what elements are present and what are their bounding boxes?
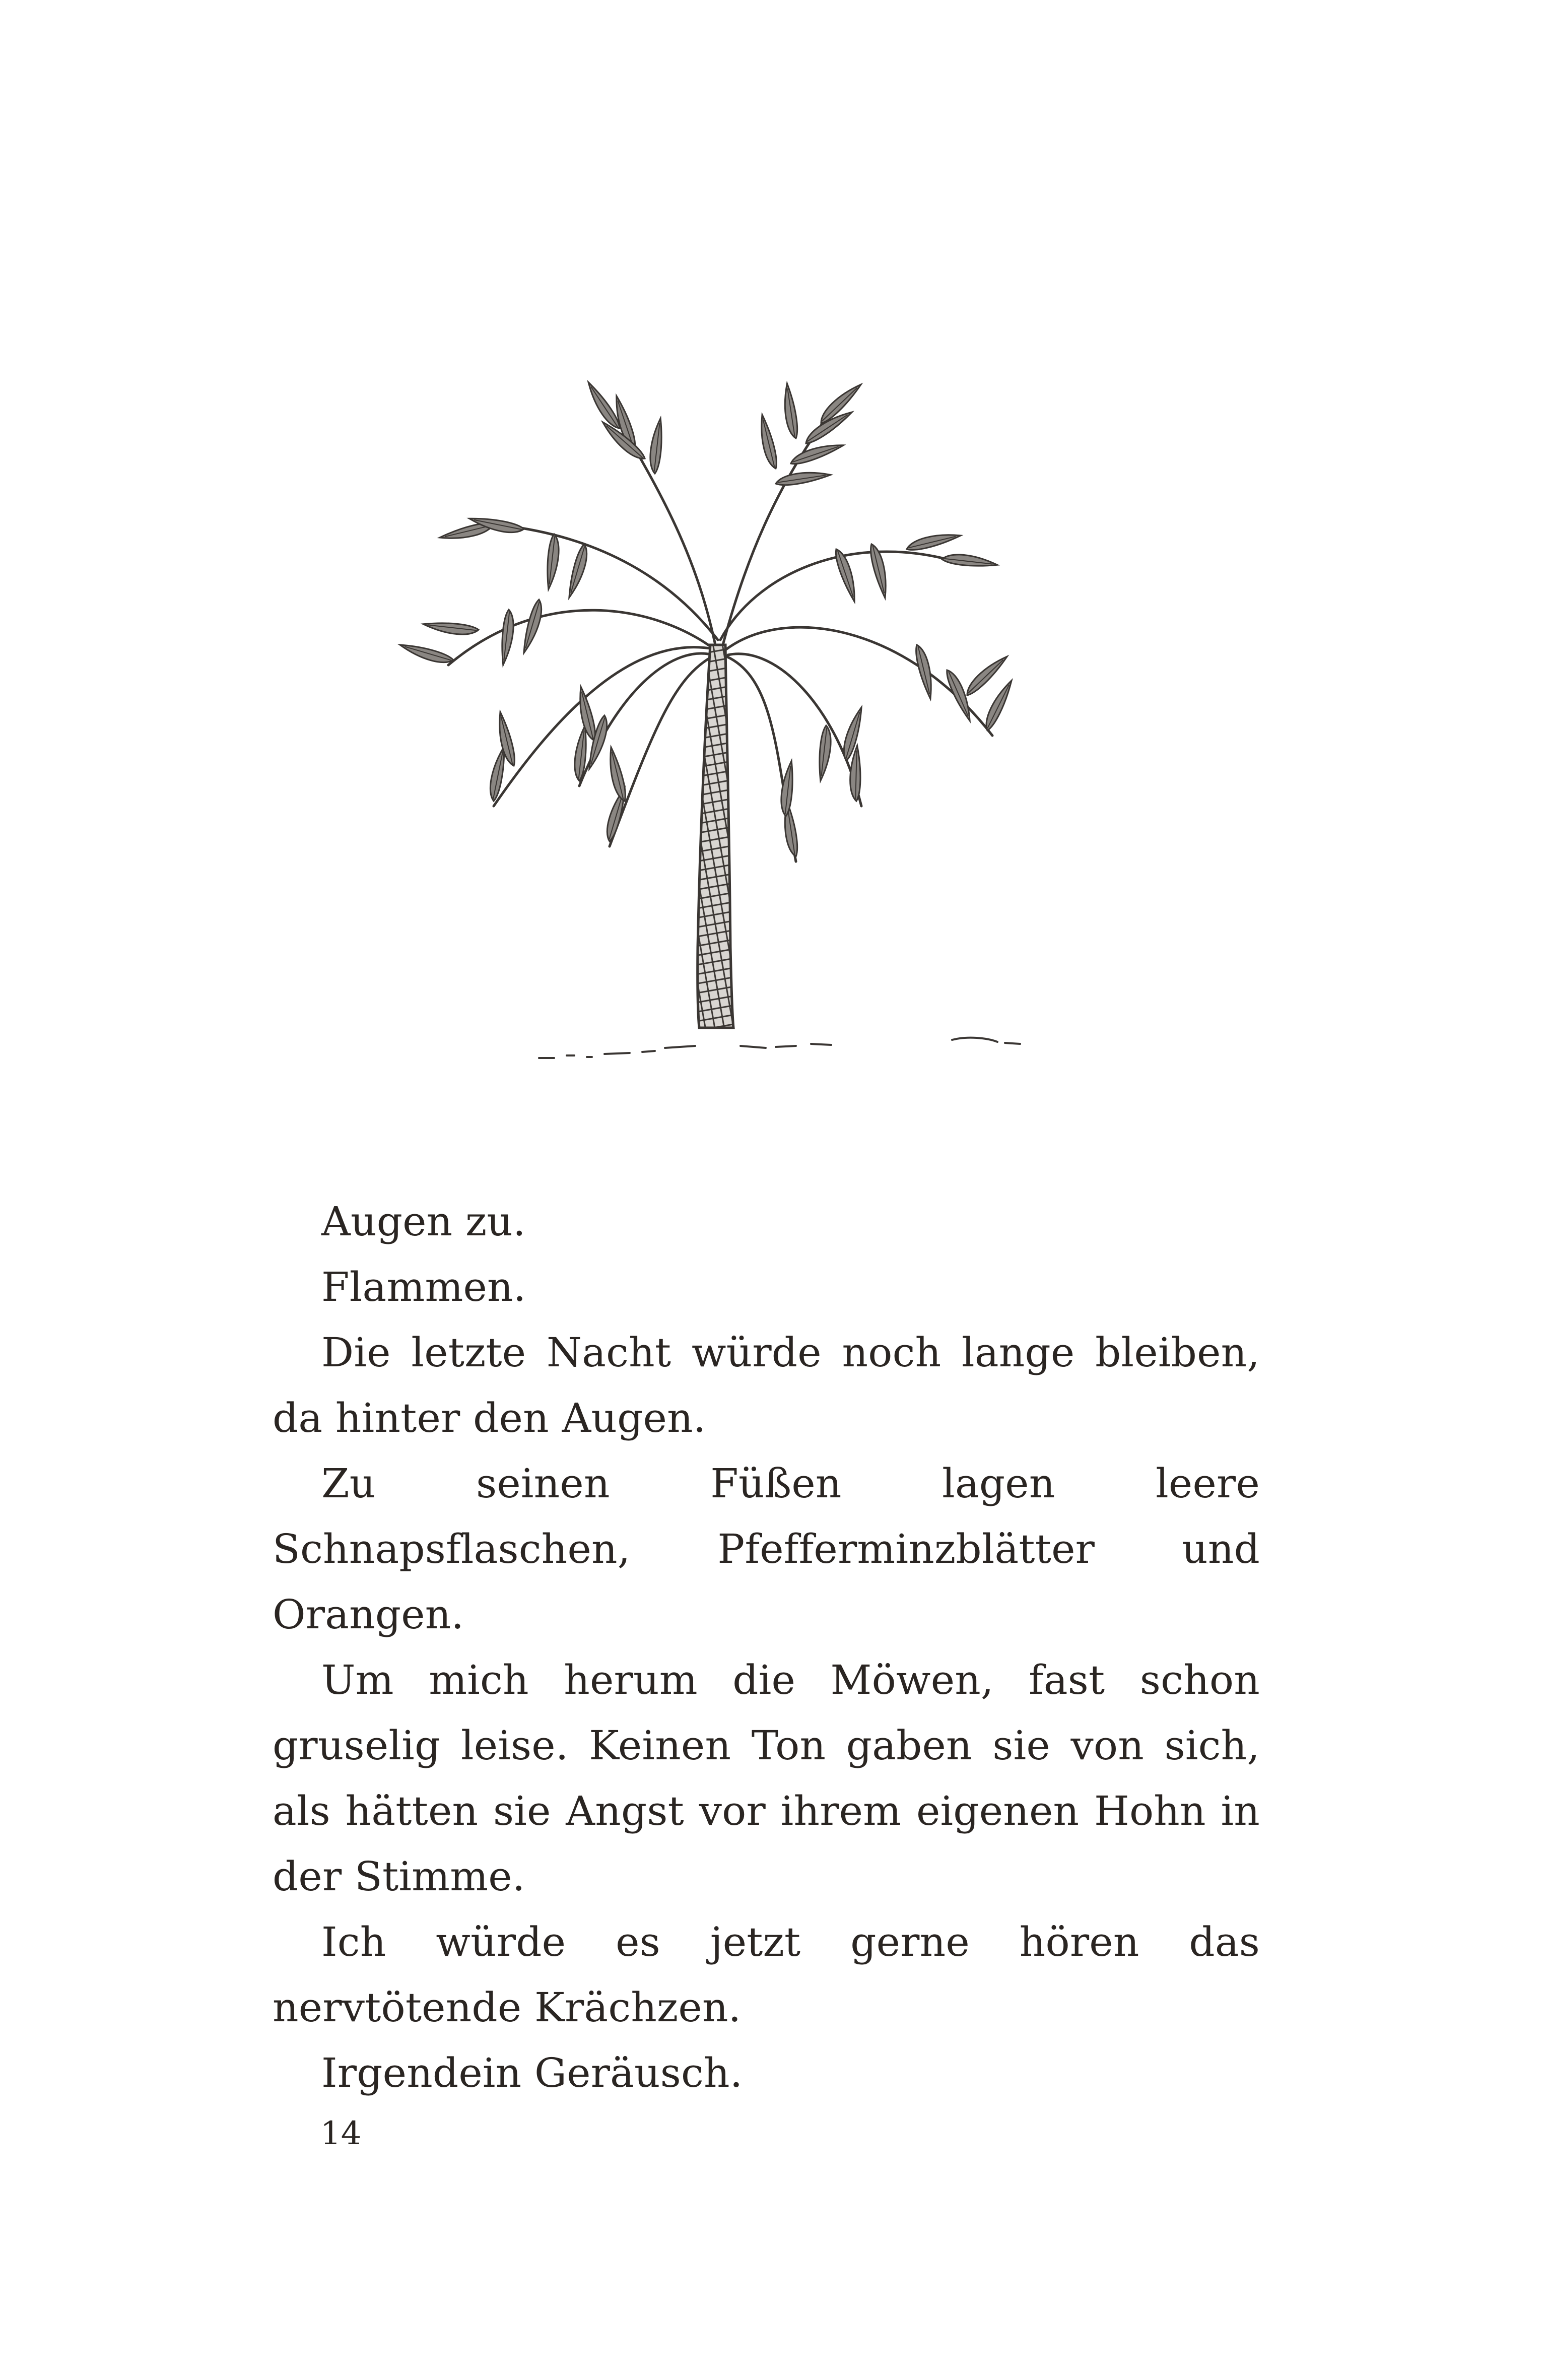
palm-tree-illustration <box>393 322 1043 1068</box>
paragraph: Die letzte Nacht würde noch lange bleiben, da hinter den Augen. <box>273 1329 1260 1441</box>
paragraph: Zu seinen Füßen lagen leere Schnapsflaschen, Pfefferminzblätter und Orangen. <box>273 1460 1260 1638</box>
paragraph: Flammen. <box>321 1264 526 1310</box>
ground-line <box>539 1038 1020 1058</box>
paragraph: Ich würde es jetzt gerne hören das nervtötende Krächzen. <box>273 1919 1260 2031</box>
palm-trunk <box>698 645 733 1028</box>
page-number: 14 <box>320 2115 362 2152</box>
paragraph: Um mich herum die Möwen, fast schon gruselig leise. Keinen Ton gaben sie von sich, als hätten sie Angst vor ihrem eigenen Hohn in der Stimme. <box>273 1657 1260 1900</box>
paragraph: Augen zu. <box>321 1198 526 1245</box>
body-text <box>273 1189 1260 2106</box>
paragraph: Irgendein Geräusch. <box>321 2050 743 2096</box>
